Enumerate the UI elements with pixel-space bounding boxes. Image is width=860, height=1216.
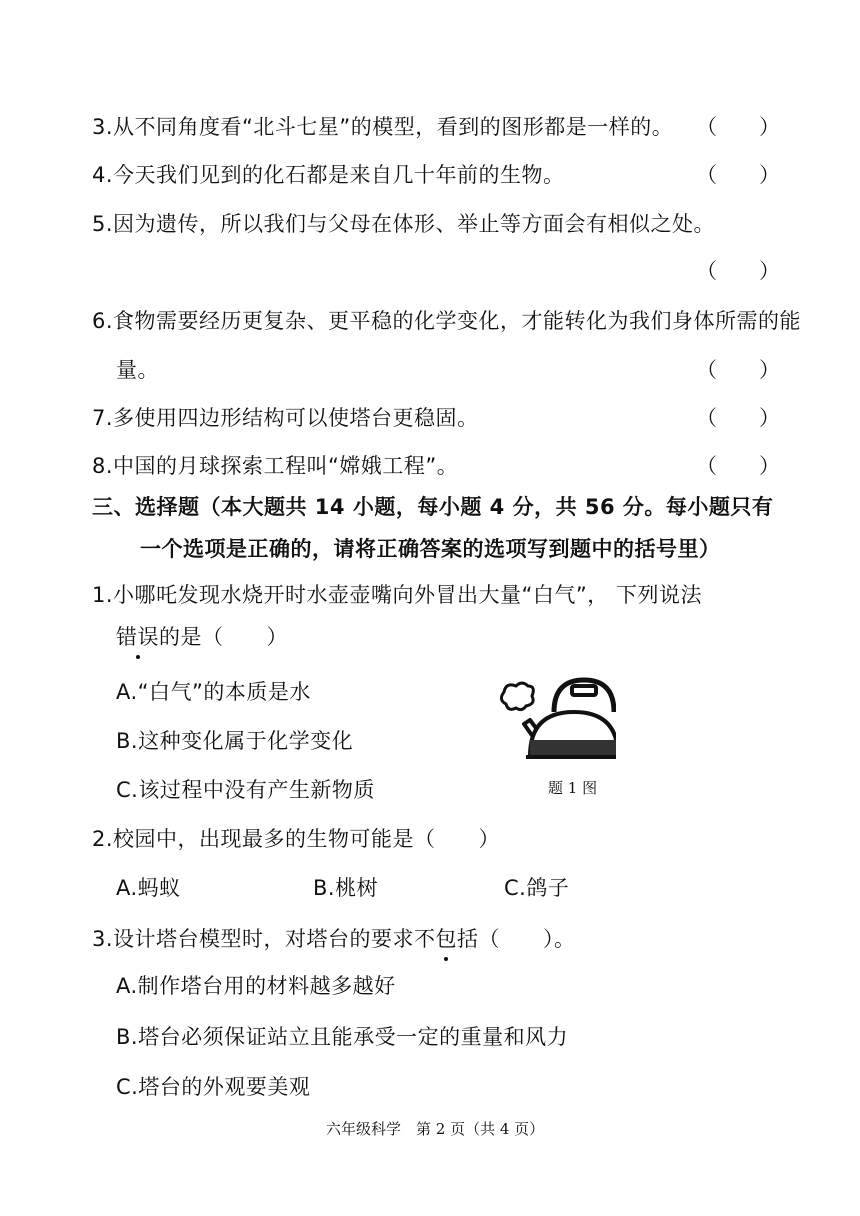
option-a: A.制作塔台用的材料越多越好 bbox=[116, 974, 396, 998]
judgement-item-3: 3.从不同角度看“北斗七星”的模型，看到的图形都是一样的。 bbox=[92, 115, 674, 139]
question-2: 2.校园中，出现最多的生物可能是（ ） bbox=[92, 827, 501, 851]
answer-paren[interactable]: （ ） bbox=[696, 406, 780, 430]
option-a: A.蚂蚁 bbox=[116, 876, 181, 900]
section-title: 三、选择题（本大题共 14 小题，每小题 4 分，共 56 分。每小题只有 bbox=[92, 495, 774, 519]
option-b: B.桃树 bbox=[313, 876, 379, 900]
answer-paren[interactable]: （ ） bbox=[696, 259, 780, 283]
option-b: B.塔台必须保证站立且能承受一定的重量和风力 bbox=[116, 1025, 569, 1049]
answer-paren[interactable]: （ ） bbox=[696, 454, 780, 478]
emphasis-text: 错误 bbox=[116, 622, 159, 652]
option-c: C.塔台的外观要美观 bbox=[116, 1075, 311, 1099]
judgement-item-6: 6.食物需要经历更复杂、更平稳的化学变化，才能转化为我们身体所需的能 bbox=[92, 309, 802, 333]
section-title-cont: 一个选项是正确的，请将正确答案的选项写到题中的括号里） bbox=[140, 537, 721, 561]
option-b: B.这种变化属于化学变化 bbox=[116, 729, 354, 753]
answer-paren[interactable]: （ ） bbox=[696, 115, 780, 139]
figure-caption: 题 1 图 bbox=[548, 779, 598, 797]
kettle-icon bbox=[496, 668, 616, 766]
judgement-item-6-cont: 量。 bbox=[116, 358, 159, 382]
question-1: 1.小哪吒发现水烧开时水壶壶嘴向外冒出大量“白气”， 下列说法 bbox=[92, 583, 702, 607]
judgement-item-5: 5.因为遗传，所以我们与父母在体形、举止等方面会有相似之处。 bbox=[92, 212, 716, 236]
answer-paren[interactable]: （ ） bbox=[696, 163, 780, 187]
emphasis-text: 不包括 bbox=[414, 924, 479, 954]
option-c: C.该过程中没有产生新物质 bbox=[116, 778, 375, 802]
question-1-cont: 错误的是（ ） bbox=[116, 622, 288, 652]
question-3: 3.设计塔台模型时，对塔台的要求不包括（ ）。 bbox=[92, 924, 576, 954]
page-footer: 六年级科学 第 2 页（共 4 页） bbox=[326, 1120, 545, 1138]
option-a: A.“白气”的本质是水 bbox=[116, 680, 311, 704]
judgement-item-7: 7.多使用四边形结构可以使塔台更稳固。 bbox=[92, 406, 479, 430]
answer-paren[interactable]: （ ） bbox=[696, 358, 780, 382]
judgement-item-4: 4.今天我们见到的化石都是来自几十年前的生物。 bbox=[92, 163, 565, 187]
judgement-item-8: 8.中国的月球探索工程叫“嫦娥工程”。 bbox=[92, 454, 459, 478]
option-c: C.鸽子 bbox=[504, 876, 570, 900]
